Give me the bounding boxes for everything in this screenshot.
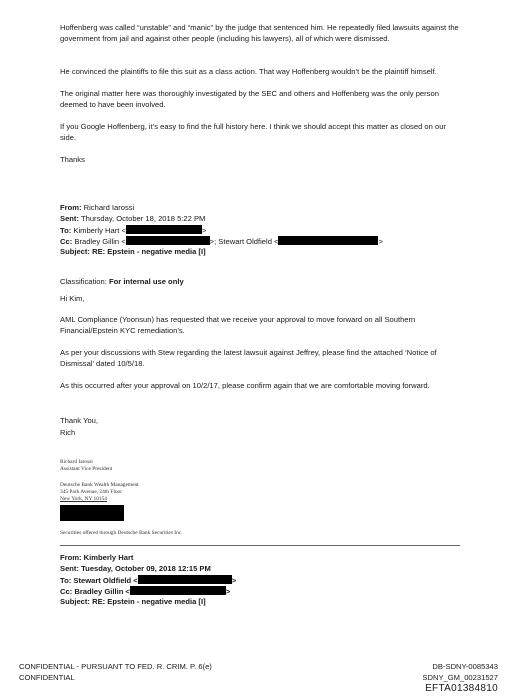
confidential-line2: CONFIDENTIAL: [19, 673, 75, 682]
signature-disclaimer: Securities offered through Deutsche Bank Securities Inc.: [60, 530, 183, 536]
sent-label: Sent:: [60, 564, 79, 573]
sent-label: Sent:: [60, 214, 79, 223]
to-value: Kimberly Hart <: [73, 226, 126, 235]
email3-cc-line: [60, 586, 230, 597]
signature-address1: 345 Park Avenue, 24th Floor: [60, 489, 123, 495]
from-value: Kimberly Hart: [83, 553, 134, 562]
email3-from-line: [60, 553, 133, 563]
paragraph-aml-compliance: AML Compliance (Yoonsun) has requested that we receive your approval to move forward on all Southern Financial/Epstein KYC remediation’s.: [60, 315, 416, 336]
from-label: From:: [60, 553, 82, 562]
email2-sent-line: [60, 214, 205, 224]
sent-value: Tuesday, October 09, 2018 12:15 PM: [81, 564, 211, 573]
to-value: Stewart Oldfield <: [73, 576, 138, 585]
paragraph-lawsuit: As per your discussions with Stew regarding the latest lawsuit against Jeffrey, please find the attached ‘Notice of Dismissal’ dated 10/5/18.: [60, 348, 437, 369]
signoff-name: Rich: [60, 428, 76, 437]
classification-line: [60, 277, 184, 287]
cc-end: >: [225, 587, 231, 596]
to-label: To:: [60, 576, 72, 585]
signoff: Thank You,: [60, 416, 99, 425]
email3-subject-line: [60, 597, 206, 607]
subject-value: RE: Epstein - negative media [I]: [92, 597, 206, 606]
paragraph-hoffenberg-judge: Hoffenberg was called “unstable” and “manic” by the judge that sentenced him. He repeatedly filed lawsuits against the government from jail and against other people (including his lawyers), all of which were dismissed.: [60, 23, 459, 44]
redaction-block: [138, 575, 232, 584]
signature-title: Assistant Vice President: [60, 466, 113, 472]
redaction-block: [126, 236, 210, 245]
paragraph-approval: As this occurred after your approval on 10/2/17, please confirm again that we are comfortable moving forward.: [60, 381, 430, 390]
greeting: Hi Kim,: [60, 294, 85, 303]
to-end: >: [231, 576, 237, 585]
bates-number-sdny: SDNY_GM_00231527: [422, 673, 498, 682]
from-value: Richard Iarossi: [83, 203, 135, 212]
separator-line: [60, 545, 460, 546]
cc-end: >: [378, 237, 383, 246]
signature-company: Deutsche Bank Wealth Management: [60, 482, 139, 488]
cc-mid: >; Stewart Oldfield <: [209, 237, 279, 246]
bates-number-db: DB-SDNY-0085343: [432, 662, 498, 671]
email2-subject-line: [60, 247, 206, 257]
sent-value: Thursday, October 18, 2018 5:22 PM: [80, 214, 206, 223]
to-label: To:: [60, 226, 72, 235]
cc-value: Bradley Gillin <: [74, 587, 130, 596]
cc-label: Cc:: [60, 237, 73, 246]
paragraph-class-action: He convinced the plaintiffs to file this suit as a class action. That way Hoffenberg wouldn’t be the plaintiff himself.: [60, 67, 437, 76]
cc-value: Bradley Gillin <: [74, 237, 126, 246]
email2-cc-line: [60, 236, 383, 247]
to-end: >: [201, 226, 207, 235]
subject-label: Subject:: [60, 597, 90, 606]
from-label: From:: [60, 203, 82, 212]
bates-number-efta: EFTA01384810: [425, 683, 498, 694]
classification-label: Classification:: [60, 277, 107, 286]
email2-to-line: [60, 225, 206, 236]
closing-thanks: Thanks: [60, 155, 85, 164]
redaction-block: [60, 505, 124, 521]
signature-name: Richard Iarossi: [60, 459, 93, 465]
confidential-line1: CONFIDENTIAL - PURSUANT TO FED. R. CRIM. P. 6(e): [19, 662, 212, 671]
redaction-block: [130, 586, 226, 595]
email2-from-line: [60, 203, 134, 213]
signature-address2: New York, NY 10154: [60, 496, 107, 502]
email3-sent-line: [60, 564, 211, 574]
subject-label: Subject:: [60, 247, 90, 256]
subject-value: RE: Epstein - negative media [I]: [92, 247, 206, 256]
cc-label: Cc:: [60, 587, 73, 596]
redaction-block: [126, 225, 202, 234]
classification-value: For internal use only: [108, 277, 184, 286]
paragraph-sec-investigation: The original matter here was thoroughly investigated by the SEC and others and Hoffenberg was the only person deemed to have been involved.: [60, 89, 439, 110]
email3-to-line: [60, 575, 236, 586]
redaction-block: [278, 236, 378, 245]
paragraph-google: If you Google Hoffenberg, it’s easy to find the full history here. I think we should accept this matter as closed on our side.: [60, 122, 446, 143]
